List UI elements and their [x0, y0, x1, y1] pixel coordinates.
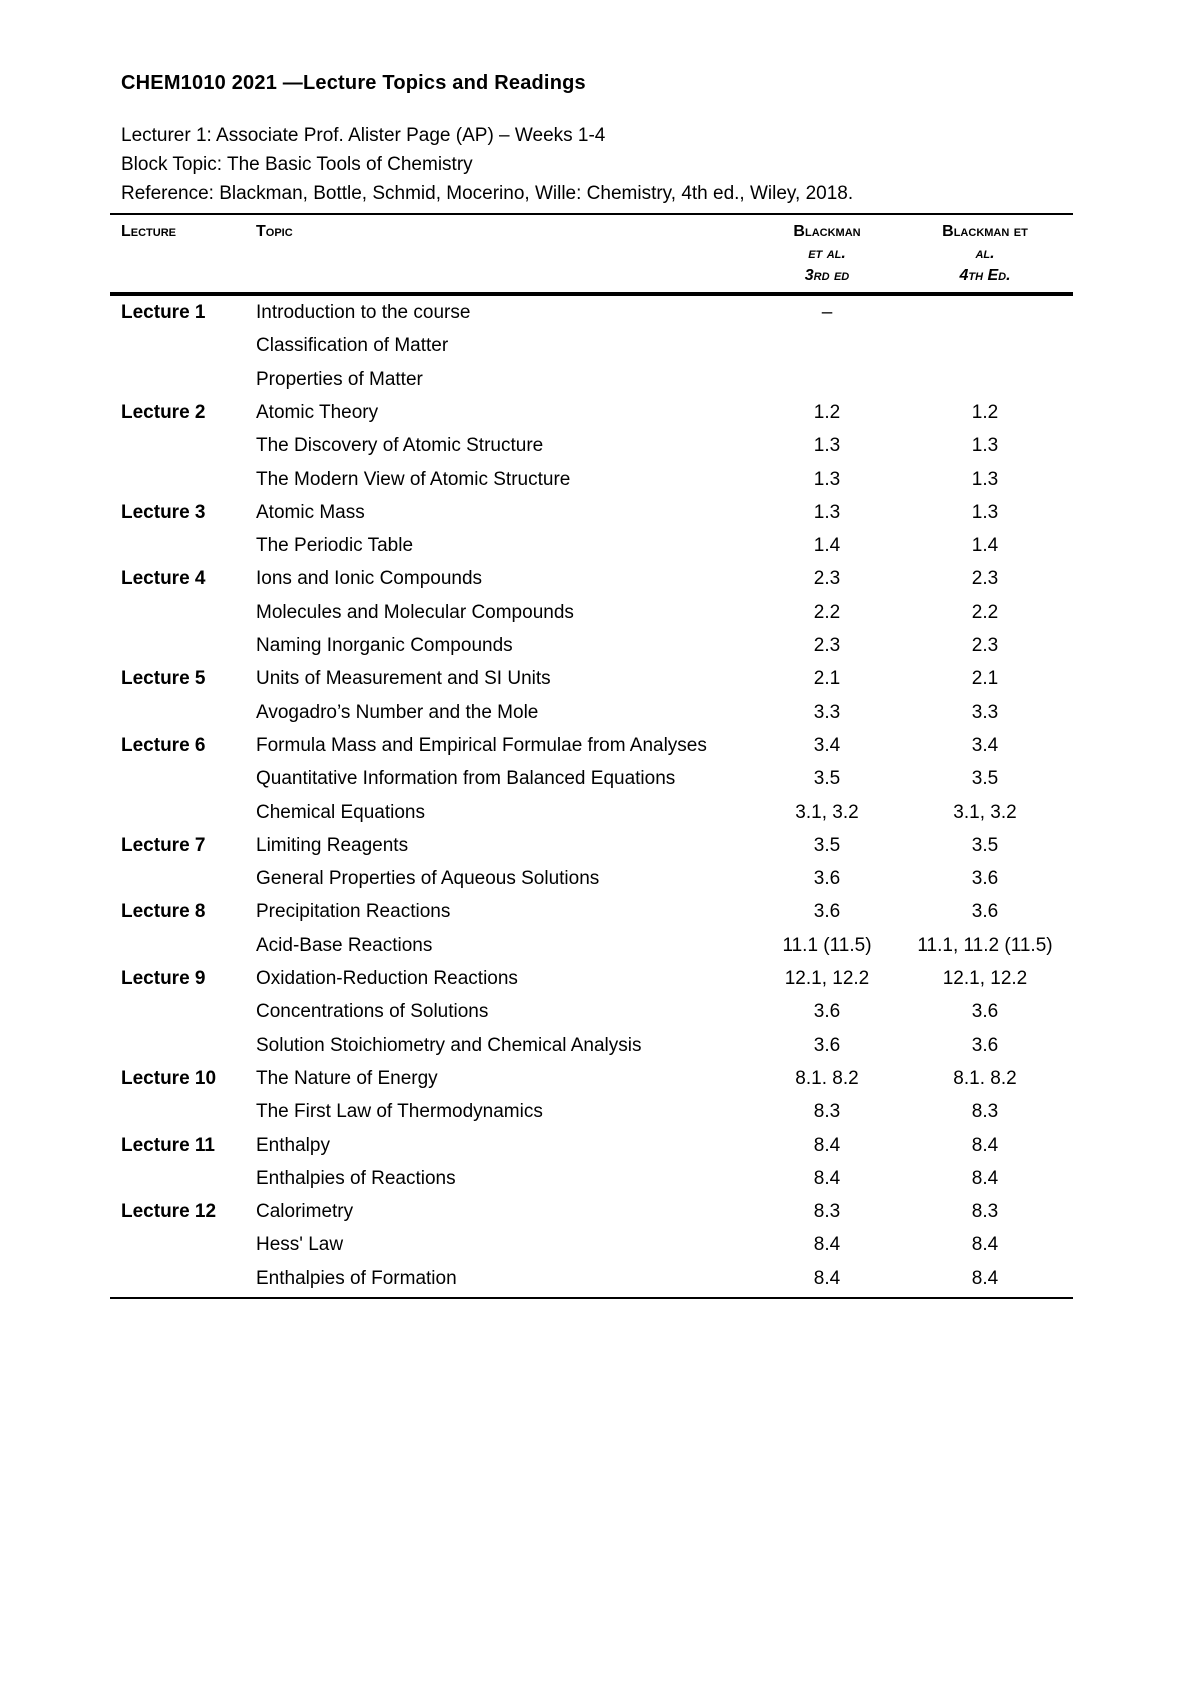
- row-ed3-section: 3.6: [813, 1001, 841, 1023]
- table-row: [0, 802, 1200, 835]
- row-lecture: Lecture 4: [121, 568, 206, 590]
- row-ed3-section: 1.3: [813, 501, 841, 523]
- row-topic: Oxidation-Reduction Reactions: [256, 968, 518, 989]
- row-ed3-section: 1.3: [813, 435, 841, 457]
- header-ed3: [750, 221, 904, 287]
- row-ed3-section: 3.5: [813, 768, 841, 790]
- row-topic: The First Law of Thermodynamics: [256, 1101, 543, 1123]
- row-topic: Properties of Matter: [256, 368, 423, 390]
- table-row: [0, 1068, 1200, 1101]
- page-title: CHEM1010 2021 —Lecture Topics and Readings: [121, 72, 586, 94]
- row-ed3-section: 12.1, 12.2: [784, 968, 870, 989]
- row-lecture: Lecture 12: [121, 1201, 217, 1223]
- row-ed3-section: 8.3: [813, 1201, 841, 1223]
- row-ed3-section: 2.2: [813, 601, 841, 623]
- row-ed4-section: 3.6: [971, 1001, 999, 1023]
- row-ed4-section: 8.4: [971, 1167, 999, 1189]
- table-row: [0, 768, 1200, 801]
- table-bottom-rule: [110, 1297, 1073, 1299]
- header-ed4-line1: Blackman et: [942, 223, 1028, 240]
- row-ed4-section: 2.2: [971, 601, 999, 623]
- row-topic: Ions and Ionic Compounds: [256, 568, 483, 590]
- header-ed3-line3: 3rd ed: [804, 267, 850, 284]
- row-lecture: Lecture 2: [121, 401, 206, 423]
- row-ed4-section: 3.6: [971, 901, 999, 923]
- row-topic: General Properties of Aqueous Solutions: [256, 868, 600, 890]
- row-ed4-section: 1.3: [971, 501, 999, 523]
- row-topic: Acid-Base Reactions: [256, 934, 433, 956]
- row-ed4-section: 3.1, 3.2: [953, 801, 1017, 823]
- table-row: [0, 968, 1200, 1001]
- row-lecture: Lecture 9: [121, 968, 206, 989]
- table-row: [0, 469, 1200, 502]
- row-ed4-section: 8.3: [971, 1201, 999, 1223]
- row-ed4-section: 12.1, 12.2: [942, 968, 1028, 989]
- table-row: [0, 702, 1200, 735]
- row-ed3-section: 8.1. 8.2: [795, 1067, 859, 1089]
- row-topic: Molecules and Molecular Compounds: [256, 601, 574, 623]
- row-topic: Concentrations of Solutions: [256, 1001, 489, 1023]
- table-row: [0, 1001, 1200, 1034]
- row-topic: Limiting Reagents: [256, 834, 409, 856]
- row-lecture: Lecture 5: [121, 668, 206, 690]
- row-ed4-section: 8.3: [971, 1101, 999, 1123]
- row-ed3-section: 2.3: [813, 635, 841, 656]
- row-ed3-section: 3.4: [813, 734, 841, 756]
- row-ed4-section: 2.3: [971, 635, 999, 656]
- row-ed3-section: 3.6: [813, 901, 841, 923]
- row-lecture: Lecture 1: [121, 302, 206, 323]
- row-ed3-section: 3.6: [813, 1034, 841, 1056]
- row-topic: Units of Measurement and SI Units: [256, 668, 551, 690]
- table-row: [0, 868, 1200, 901]
- row-topic: Avogadro’s Number and the Mole: [256, 701, 539, 723]
- table-row: [0, 1035, 1200, 1068]
- row-ed4-section: 1.3: [971, 435, 999, 457]
- row-topic: The Discovery of Atomic Structure: [256, 435, 544, 457]
- table-row: [0, 935, 1200, 968]
- row-ed4-section: 2.3: [971, 568, 999, 590]
- table-row: [0, 1135, 1200, 1168]
- reference-line: Reference: Blackman, Bottle, Schmid, Mocerino, Wille: Chemistry, 4th ed., Wiley, 2018.: [121, 183, 854, 204]
- row-ed4-section: 3.6: [971, 868, 999, 890]
- row-topic: Solution Stoichiometry and Chemical Analysis: [256, 1034, 642, 1056]
- row-ed3-section: 3.1, 3.2: [795, 801, 859, 823]
- row-topic: Enthalpies of Reactions: [256, 1167, 456, 1189]
- row-topic: Naming Inorganic Compounds: [256, 635, 513, 656]
- row-ed3-section: 2.1: [813, 668, 841, 690]
- row-topic: Enthalpy: [256, 1134, 330, 1156]
- row-topic: Formula Mass and Empirical Formulae from Analyses: [256, 734, 707, 756]
- table-row: [0, 901, 1200, 934]
- row-ed4-section: 1.4: [971, 535, 999, 557]
- row-lecture: Lecture 7: [121, 834, 206, 856]
- row-topic: Atomic Theory: [256, 401, 379, 423]
- row-topic: The Nature of Energy: [256, 1067, 438, 1089]
- row-ed3-section: 1.3: [813, 468, 841, 490]
- row-topic: Calorimetry: [256, 1201, 354, 1223]
- row-ed3-section: 3.3: [813, 701, 841, 723]
- header-ed3-line1: Blackman: [793, 223, 861, 240]
- table-row: [0, 835, 1200, 868]
- table-row: [0, 435, 1200, 468]
- row-ed3-section: 8.3: [813, 1101, 841, 1123]
- header-topic: Topic: [256, 223, 293, 240]
- row-ed3-section: 8.4: [813, 1167, 841, 1189]
- row-ed4-section: 8.4: [971, 1234, 999, 1256]
- row-topic: Introduction to the course: [256, 302, 471, 323]
- row-ed4-section: 8.1. 8.2: [953, 1067, 1017, 1089]
- row-lecture: Lecture 8: [121, 901, 206, 923]
- row-ed4-section: 3.3: [971, 701, 999, 723]
- row-topic: Atomic Mass: [256, 501, 365, 523]
- table-row: [0, 1268, 1200, 1301]
- row-ed3-section: 8.4: [813, 1234, 841, 1256]
- table-row: [0, 535, 1200, 568]
- table-row: [0, 1101, 1200, 1134]
- row-lecture: Lecture 3: [121, 501, 206, 523]
- table-row: [0, 602, 1200, 635]
- header-ed3-line2: et al.: [808, 245, 846, 262]
- row-ed3-section: 8.4: [813, 1267, 841, 1289]
- row-ed3-section: 1.2: [813, 401, 841, 423]
- table-row: [0, 668, 1200, 701]
- row-lecture: Lecture 6: [121, 734, 206, 756]
- row-lecture: Lecture 11: [121, 1134, 215, 1156]
- table-row: [0, 302, 1200, 335]
- row-ed4-section: 8.4: [971, 1134, 999, 1156]
- table-row: [0, 502, 1200, 535]
- table-top-rule: [110, 213, 1073, 215]
- row-ed3-section: 11.1 (11.5): [782, 934, 872, 956]
- header-ed4-line2: al.: [975, 245, 995, 262]
- row-ed4-section: 11.1, 11.2 (11.5): [917, 934, 1053, 956]
- table-row: [0, 568, 1200, 601]
- row-ed4-section: 1.2: [971, 401, 999, 423]
- row-ed4-section: 3.5: [971, 834, 999, 856]
- table-row: [0, 1201, 1200, 1234]
- row-topic: The Periodic Table: [256, 535, 414, 557]
- header-ed4: [905, 221, 1065, 287]
- header-lecture: Lecture: [121, 223, 176, 240]
- row-ed3-section: 2.3: [813, 568, 841, 590]
- row-topic: The Modern View of Atomic Structure: [256, 468, 571, 490]
- row-topic: Classification of Matter: [256, 335, 449, 357]
- row-topic: Enthalpies of Formation: [256, 1267, 457, 1289]
- lecturer-line: Lecturer 1: Associate Prof. Alister Page (AP) – Weeks 1-4: [121, 125, 606, 146]
- block-topic-line: Block Topic: The Basic Tools of Chemistry: [121, 154, 473, 175]
- row-ed4-section: 3.6: [971, 1034, 999, 1056]
- row-topic: Precipitation Reactions: [256, 901, 451, 923]
- row-ed4-section: 2.1: [971, 668, 999, 690]
- row-topic: Hess' Law: [256, 1234, 344, 1256]
- row-ed3-section: 3.5: [813, 834, 841, 856]
- row-ed3-section: 1.4: [813, 535, 841, 557]
- row-ed3-section: –: [821, 302, 833, 323]
- table-row: [0, 369, 1200, 402]
- table-row: [0, 335, 1200, 368]
- row-topic: Quantitative Information from Balanced Equations: [256, 768, 676, 790]
- table-row: [0, 735, 1200, 768]
- row-ed4-section: 8.4: [971, 1267, 999, 1289]
- row-ed4-section: 3.5: [971, 768, 999, 790]
- table-row: [0, 402, 1200, 435]
- row-ed3-section: 3.6: [813, 868, 841, 890]
- table-row: [0, 635, 1200, 668]
- table-row: [0, 1168, 1200, 1201]
- row-ed4-section: 1.3: [971, 468, 999, 490]
- header-ed4-line3: 4th Ed.: [959, 267, 1011, 284]
- row-lecture: Lecture 10: [121, 1067, 217, 1089]
- row-ed3-section: 8.4: [813, 1134, 841, 1156]
- row-ed4-section: 3.4: [971, 734, 999, 756]
- table-row: [0, 1234, 1200, 1267]
- row-topic: Chemical Equations: [256, 801, 425, 823]
- header-bottom-rule: [110, 292, 1073, 296]
